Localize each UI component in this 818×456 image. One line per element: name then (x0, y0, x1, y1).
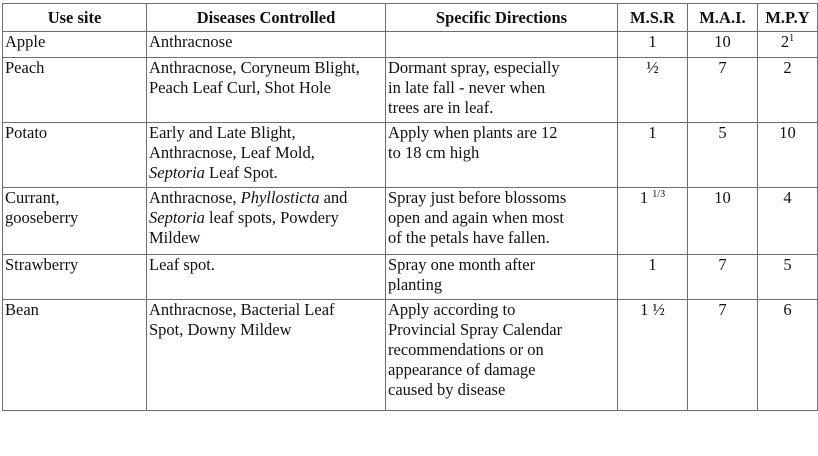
diseases-text: leaf spots, Powdery (204, 208, 339, 227)
diseases-cell (147, 123, 386, 188)
msr-cell: 1 (618, 123, 688, 188)
directions-line: appearance of damage (388, 360, 536, 379)
directions-line: caused by disease (388, 380, 506, 399)
diseases-italic-term: Phyllosticta (240, 188, 320, 207)
directions-cell (386, 188, 618, 255)
mpy-cell: 4 (758, 188, 818, 255)
header-row (3, 4, 818, 32)
msr-cell (618, 188, 688, 255)
diseases-line (149, 188, 383, 208)
msr-fraction: 1/3 (652, 189, 666, 200)
diseases-line: Early and Late Blight, (149, 123, 296, 142)
use-site-cell: Strawberry (3, 255, 147, 300)
diseases-text: Anthracnose, (149, 188, 241, 207)
diseases-line (149, 163, 383, 183)
directions-cell (386, 255, 618, 300)
mpy-value: 2 (780, 32, 790, 51)
diseases-line: Anthracnose, Bacterial Leaf (149, 300, 335, 319)
diseases-cell (147, 58, 386, 123)
mai-cell: 10 (688, 188, 758, 255)
msr-cell: ½ (618, 58, 688, 123)
directions-line: Dormant spray, especially (388, 58, 560, 77)
spray-table (2, 3, 818, 411)
directions-cell (386, 58, 618, 123)
mpy-footnote-marker: 1 (789, 33, 795, 44)
table-row-currant-gooseberry (3, 188, 818, 255)
diseases-line: Mildew (149, 228, 201, 247)
diseases-cell (147, 300, 386, 411)
directions-cell (386, 300, 618, 411)
mpy-cell: 5 (758, 255, 818, 300)
use-site-cell: Apple (3, 32, 147, 58)
table-row-peach (3, 58, 818, 123)
directions-line: Spray one month after (388, 255, 536, 274)
msr-value: 1 (639, 188, 649, 207)
use-site-cell: Bean (3, 300, 147, 411)
diseases-cell (147, 188, 386, 255)
diseases-text: and (319, 188, 348, 207)
mai-cell: 10 (688, 32, 758, 58)
use-site-cell (3, 188, 147, 255)
directions-line: in late fall - never when (388, 78, 546, 97)
use-site-cell: Potato (3, 123, 147, 188)
use-site-cell: Peach (3, 58, 147, 123)
mpy-cell: 10 (758, 123, 818, 188)
mpy-cell (758, 32, 818, 58)
directions-line: of the petals have fallen. (388, 228, 550, 247)
mai-cell: 7 (688, 58, 758, 123)
directions-cell (386, 32, 618, 58)
diseases-cell (147, 255, 386, 300)
header-diseases-controlled: Diseases Controlled (147, 4, 386, 32)
directions-line: Apply when plants are 12 (388, 123, 558, 142)
diseases-line: Anthracnose, Leaf Mold, (149, 143, 315, 162)
directions-line: planting (388, 275, 443, 294)
table-row-potato (3, 123, 818, 188)
header-mai: M.A.I. (688, 4, 758, 32)
diseases-line: Spot, Downy Mildew (149, 320, 292, 339)
header-mpy: M.P.Y (758, 4, 818, 32)
diseases-line: Peach Leaf Curl, Shot Hole (149, 78, 331, 97)
use-site-line: gooseberry (5, 208, 79, 227)
directions-line: open and again when most (388, 208, 564, 227)
directions-line: Provincial Spray Calendar (388, 320, 563, 339)
diseases-line: Anthracnose, Coryneum Blight, (149, 58, 360, 77)
mai-cell: 7 (688, 300, 758, 411)
table-row-apple (3, 32, 818, 58)
directions-line: Spray just before blossoms (388, 188, 567, 207)
msr-cell: 1 ½ (618, 300, 688, 411)
msr-cell: 1 (618, 32, 688, 58)
diseases-cell (147, 32, 386, 58)
header-specific-directions: Specific Directions (386, 4, 618, 32)
diseases-line: Anthracnose (149, 32, 233, 51)
diseases-line: Leaf spot. (149, 255, 215, 274)
table-row-bean (3, 300, 818, 411)
header-msr: M.S.R (618, 4, 688, 32)
directions-line: to 18 cm high (388, 143, 480, 162)
diseases-italic-term: Septoria (149, 208, 205, 227)
diseases-line (149, 208, 383, 228)
directions-line: Apply according to (388, 300, 516, 319)
table-row-strawberry (3, 255, 818, 300)
use-site-line: Currant, (5, 188, 60, 207)
mai-cell: 7 (688, 255, 758, 300)
mai-cell: 5 (688, 123, 758, 188)
directions-line: trees are in leaf. (388, 98, 494, 117)
diseases-text: Leaf Spot. (204, 163, 278, 182)
directions-line: recommendations or on (388, 340, 544, 359)
mpy-cell: 6 (758, 300, 818, 411)
directions-cell (386, 123, 618, 188)
header-use-site: Use site (3, 4, 147, 32)
mpy-cell: 2 (758, 58, 818, 123)
msr-cell: 1 (618, 255, 688, 300)
diseases-italic-term: Septoria (149, 163, 205, 182)
